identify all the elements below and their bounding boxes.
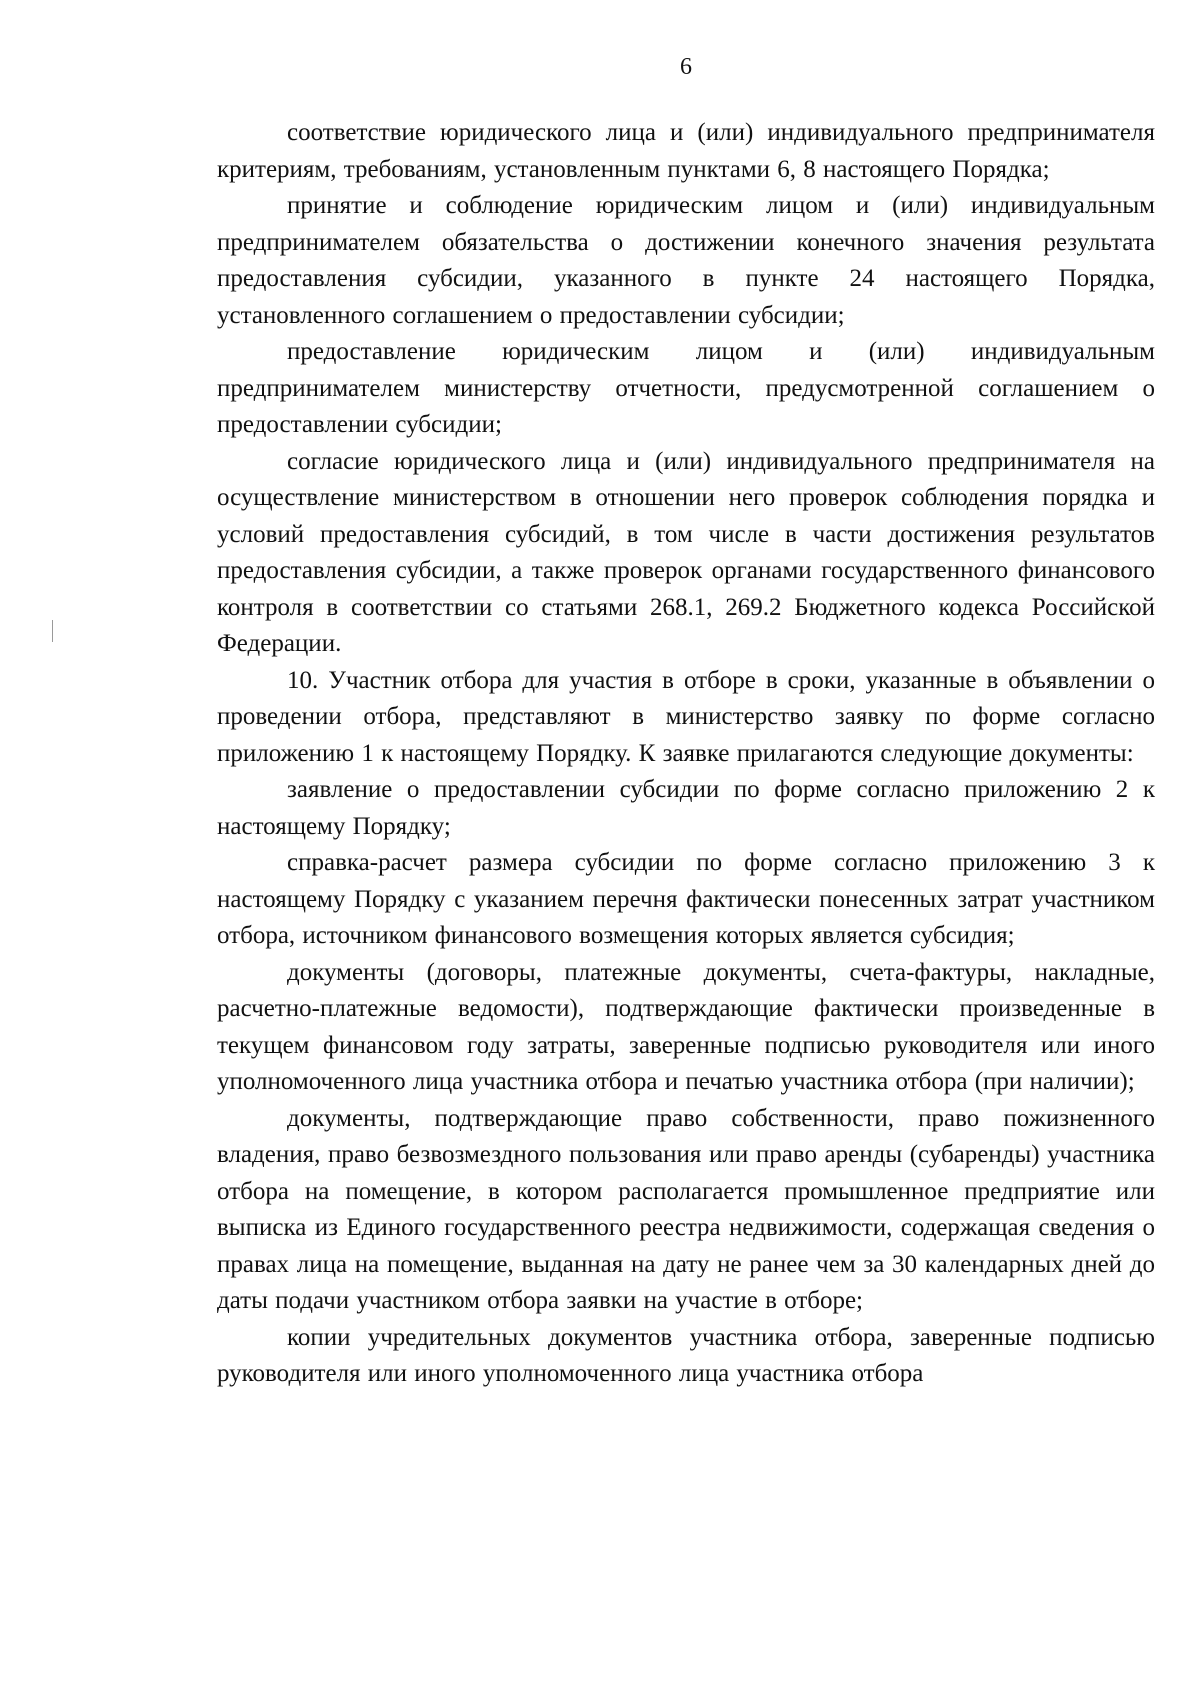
paragraph-criteria-compliance: соответствие юридического лица и (или) индивидуального предпринимателя критериям, требованиям, установленным пунктами 6, 8 настоящего Порядка; [217, 119, 1155, 183]
paragraph-property-documents: документы, подтверждающие право собственности, право пожизненного владения, право безвозмездного пользования или право аренды (субаренды) участника отбора на помещение, в котором располагается промышленное предприятие или выписка из Единого государственного реестра недвижимости, содержащая сведения о правах лица на помещение, выданная на дату не ранее чем за 30 календарных дней до даты подачи участником отбора заявки на участие в отборе; [217, 1104, 1155, 1314]
document-body [217, 115, 1155, 1393]
paragraph-inspection-consent: согласие юридического лица и (или) индивидуального предпринимателя на осуществление министерством в отношении него проверок соблюдения порядка и условий предоставления субсидий, в том числе в части достижения результатов предоставления субсидии, а также проверок органами государственного финансового контроля в соответствии со статьями 268.1, 269.2 Бюджетного кодекса Российской Федерации. [217, 447, 1155, 657]
paragraph-obligation-acceptance: принятие и соблюдение юридическим лицом и (или) индивидуальным предпринимателем обязательства о достижении конечного значения результата предоставления субсидии, указанного в пункте 24 настоящего Порядка, установленного соглашением о предоставлении субсидии; [217, 192, 1155, 329]
margin-scan-mark [52, 620, 53, 642]
paragraph-subsidy-statement: заявление о предоставлении субсидии по форме согласно приложению 2 к настоящему Порядку; [217, 776, 1155, 840]
paragraph-item-10-application: 10. Участник отбора для участия в отборе в сроки, указанные в объявлении о проведении отбора, представляют в министерство заявку по форме согласно приложению 1 к настоящему Порядку. К заявке прилагаются следующие документы: [217, 666, 1155, 767]
paragraph-reporting: предоставление юридическим лицом и (или) индивидуальным предпринимателем министерству отчетности, предусмотренной соглашением о предоставлении субсидии; [217, 338, 1155, 438]
paragraph-founding-documents: копии учредительных документов участника отбора, заверенные подписью руководителя или иного уполномоченного лица участника отбора [217, 1323, 1155, 1387]
paragraph-expense-documents: документы (договоры, платежные документы, счета-фактуры, накладные, расчетно-платежные ведомости), подтверждающие фактически произведенные в текущем финансовом году затраты, заверенные подписью руководителя или иного уполномоченного лица участника отбора и печатью участника отбора (при наличии); [217, 958, 1155, 1095]
paragraph-calculation-certificate: справка-расчет размера субсидии по форме согласно приложению 3 к настоящему Порядку с указанием перечня фактически понесенных затрат участником отбора, источником финансового возмещения которых является субсидия; [217, 849, 1155, 949]
page-number: 6 [680, 54, 692, 80]
